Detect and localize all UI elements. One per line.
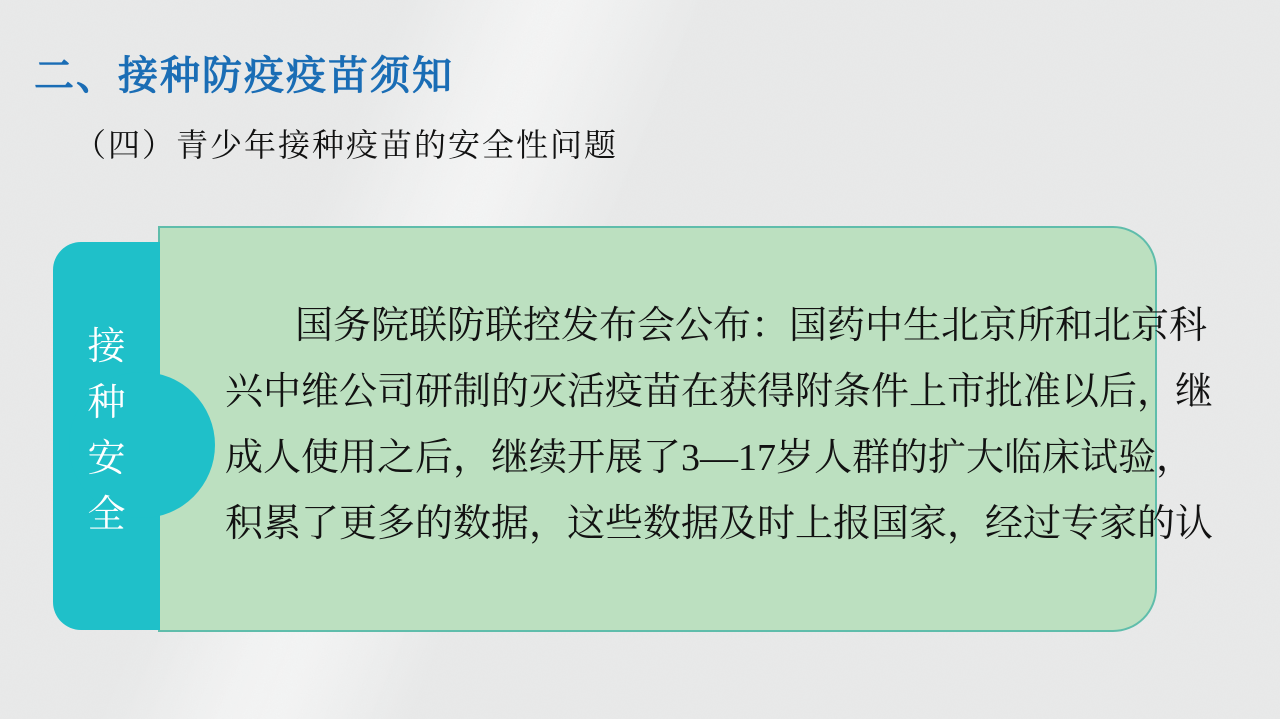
panel-body-text: [225, 293, 1214, 557]
sidebar-label-char: 种: [87, 382, 126, 424]
sidebar-label-char: 接: [87, 326, 126, 368]
body-line: 国务院联防联控发布会公布：国药中生北京所和北京科: [295, 305, 1208, 347]
slide-subtitle: （四）青少年接种疫苗的安全性问题: [74, 127, 619, 163]
sidebar-label: [53, 327, 160, 535]
body-line: 成人使用之后，继续开展了3—17岁人群的扩大临床试验，: [225, 437, 1195, 479]
sidebar-label-char: 安: [87, 438, 126, 480]
slide-title: 二、接种防疫疫苗须知: [34, 54, 454, 98]
sidebar-label-char: 全: [87, 494, 126, 536]
body-line: 兴中维公司研制的灭活疫苗在获得附条件上市批准以后，继: [225, 371, 1214, 413]
body-line: 积累了更多的数据，这些数据及时上报国家，经过专家的认: [225, 503, 1214, 545]
